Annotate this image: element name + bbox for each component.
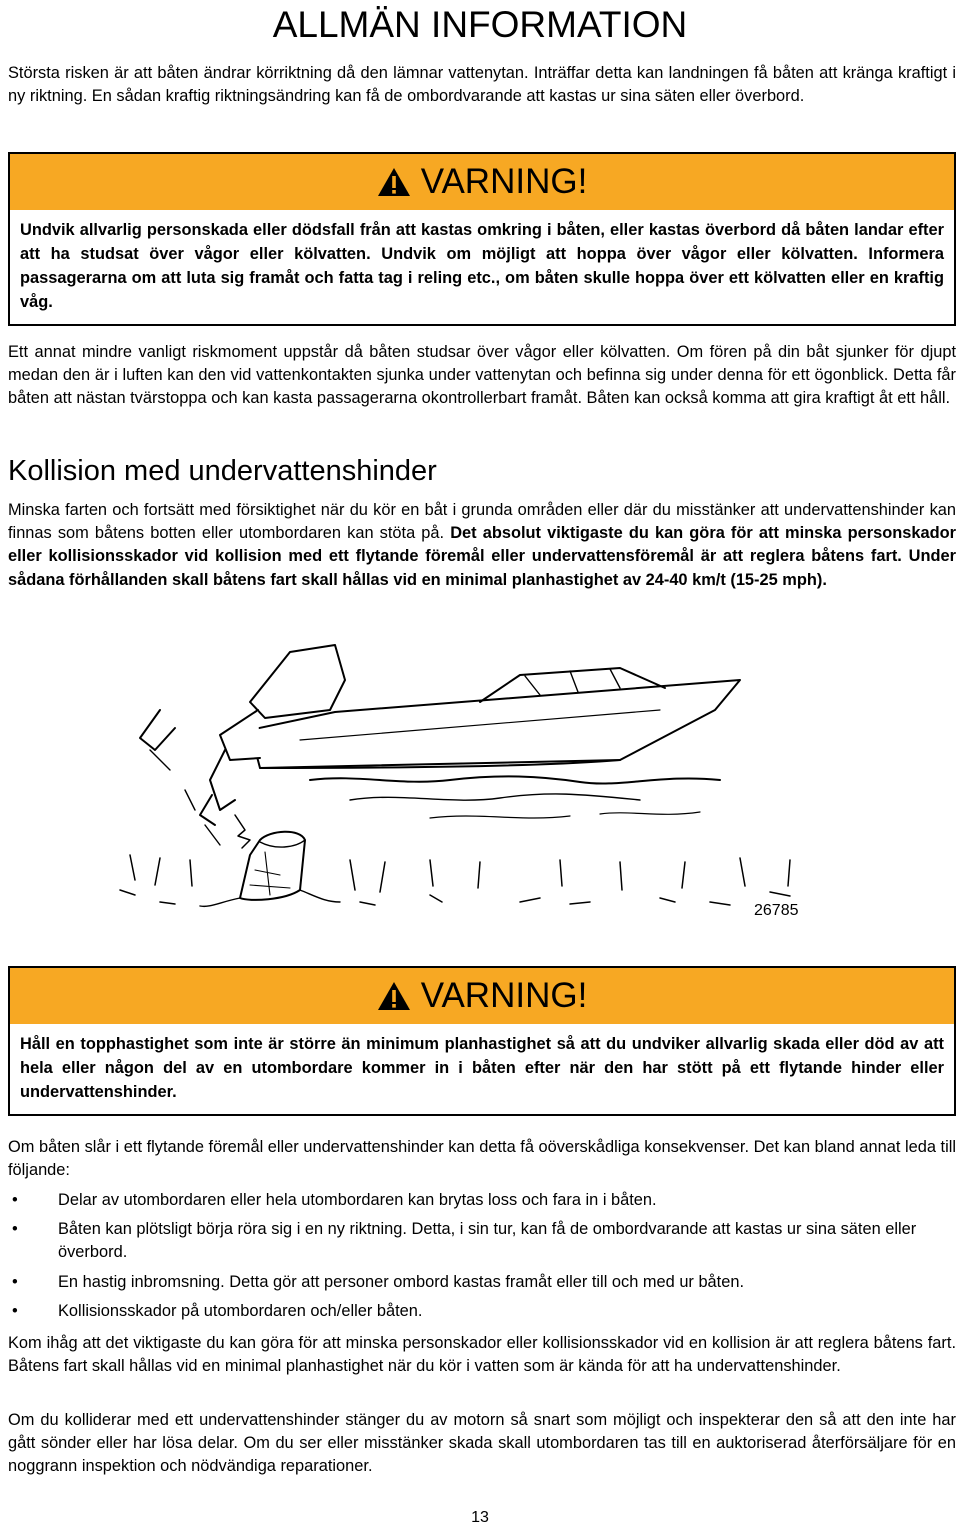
consequences-paragraph: Om båten slår i ett flytande föremål eller undervattenshinder kan detta få oöverskådliga konsekvenser. Det kan bland annat leda till följande: [8,1138,956,1180]
warning-body-2: Håll en topphastighet som inte är större än minimum planhastighet så att du undviker allvarlig skada eller död av att hela eller någon del av en utombordare kommer in i båten efter när den har stött på ett flytande hinder eller undervattenshinder. [20,1035,944,1101]
warning-header-1 [10,154,954,210]
collision-paragraph [8,499,956,592]
collision-text-normal: Minska farten och fortsätt med försiktighet när du kör en båt i grunda områden eller där du misstänker att undervattenshinder kan finnas som båtens botten eller utombordaren kan stöta på. [8,501,956,543]
warning-body-1: Undvik allvarlig personskada eller dödsfall från att kastas omkring i båten, eller kastas överbord då båten landar efter att ha studsat över vågor eller kölvatten. Undvik om möjligt att hoppa över vågor eller kölvatten. Informera passagerarna om att luta sig framåt och fatta tag i reling etc., om båten skulle hoppa över ett kölvatten eller en kraftig våg. [20,221,944,311]
intro-paragraph: Största risken är att båten ändrar körriktning då den lämnar vattenytan. Inträffar detta kan landningen få båten att kränga kraftigt i ny riktning. En sådan kraftig riktningsändring kan få de ombordvarande att kastas ur sina säten eller överbord. [8,64,956,106]
list-item: • Båten kan plötsligt börja röra sig i en ny riktning. Detta, i sin tur, kan få de ombordvarande att kastas ur sina säten eller överbord. [8,1218,956,1264]
inspection-paragraph: Om du kolliderar med ett undervattenshinder stänger du av motorn så snart som möjligt och inspekterar den så att den inte har gått sönder eller har lösa delar. Om du ser eller misstänker skada skall utombordaren tas till en auktoriserad återförsäljare för en noggrann inspektion och nödvändiga reparationer. [8,1411,956,1476]
risk-paragraph: Ett annat mindre vanligt riskmoment uppstår då båten studsar över vågor eller kölvatten. Om fören på din båt sjunker för djupt medan den är i luften kan den vid vattenkontakten sjunka under vattenytan och befinna sig under denna för ett ögonblick. Detta får båten att nästan tvärstoppa och kan kasta passagerarna okontrollerbart framåt. Båten kan också komma att gira kraftigt åt ett håll. [8,343,956,408]
remember-paragraph: Kom ihåg att det viktigaste du kan göra för att minska personskador eller kollisionsskador vid en kollision är att reglera båtens fart. Båtens fart skall hållas vid en minimal planhastighet när du kör i vatten som är kända för att ha undervattenshinder. [8,1334,956,1376]
figure-number: 26785 [754,902,799,919]
boat-collision-illustration [100,640,820,930]
section-heading: Kollision med undervattenshinder [8,455,437,487]
list-item: • En hastig inbromsning. Detta gör att personer ombord kastas framåt eller till och med ur båten. [8,1271,956,1294]
warning-heading-1: VARNING! [420,162,588,201]
warning-box-1 [8,152,956,326]
warning-box-2 [8,966,956,1116]
list-item: • Kollisionsskador på utombordaren och/eller båten. [8,1300,956,1323]
page-title: ALLMÄN INFORMATION [272,4,688,45]
collision-text-bold: Det absolut viktigaste du kan göra för att minska personskador eller kollisionsskador vid kollision med ett flytande föremål eller undervattensföremål är att reglera båtens fart. Under sådana förhållanden skall båtens fart skall hållas vid en minimal planhastighet av 24-40 km/t (15-25 mph). [8,524,956,589]
consequences-list [8,1189,956,1329]
warning-heading-2: VARNING! [420,976,588,1015]
page-number: 13 [471,1509,489,1526]
list-item: • Delar av utombordaren eller hela utombordaren kan brytas loss och fara in i båten. [8,1189,956,1212]
warning-header-2 [10,968,954,1024]
warning-triangle-icon [377,167,411,197]
warning-triangle-icon [377,981,411,1011]
